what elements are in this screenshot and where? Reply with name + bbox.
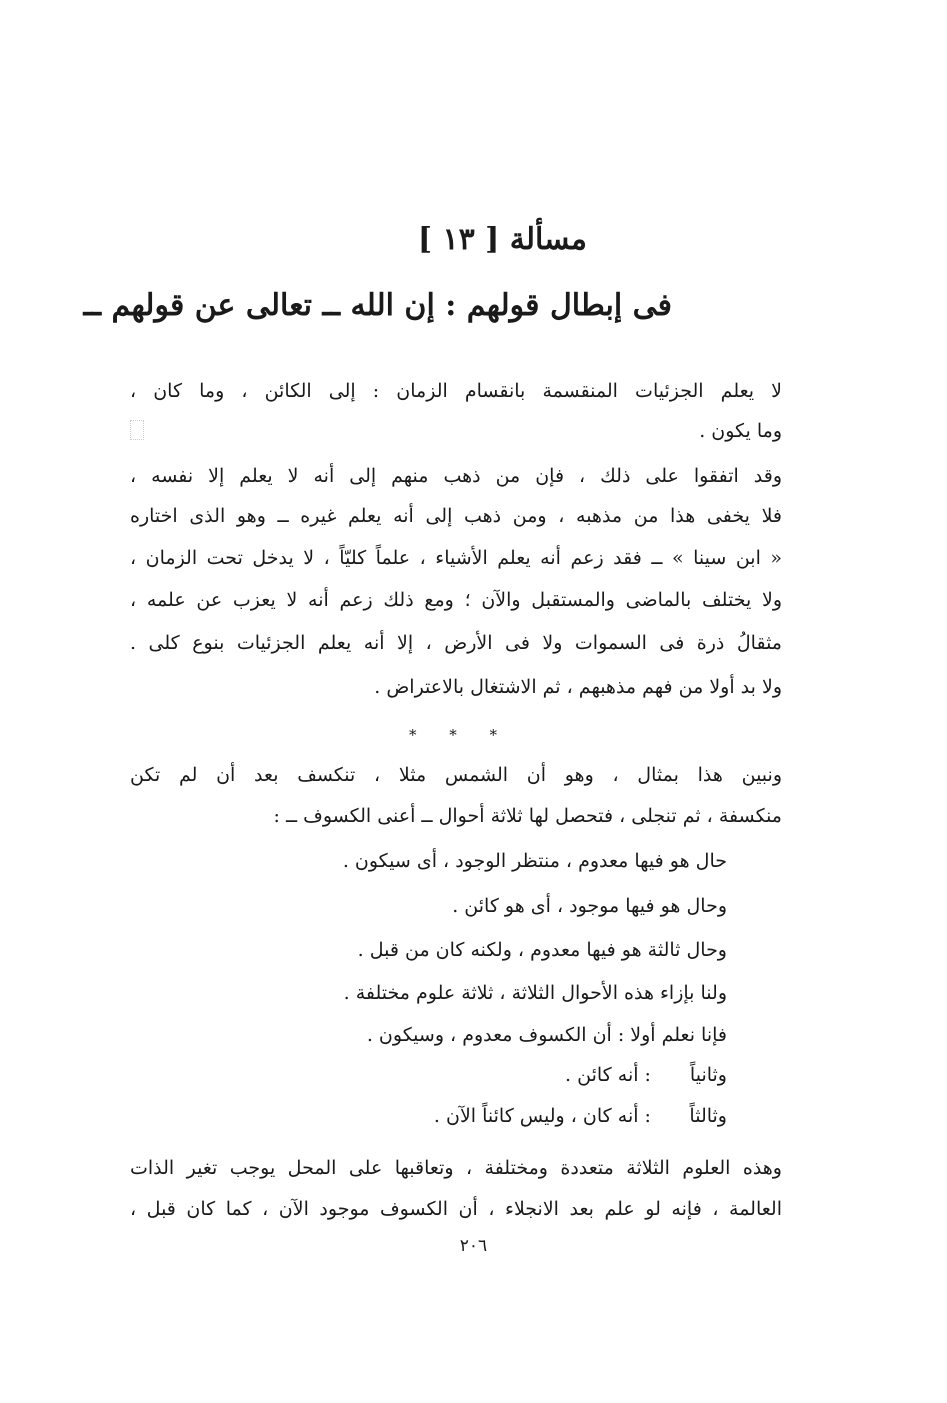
issue-heading: مسألة [ ١٣ ] <box>417 222 587 257</box>
state-line-2: وحال هو فيها موجود ، أى هو كائن . <box>452 895 727 917</box>
paragraph-4-line-2: منكسفة ، ثم تنجلى ، فتحصل لها ثلاثة أحوال ــ أعنى الكسوف ــ : <box>273 805 782 827</box>
scan-artifact <box>130 420 144 440</box>
paragraph-5-line-1: وهذه العلوم الثلاثة متعددة ومختلفة ، وتعاقبها على المحل يوجب تغير الذات <box>130 1157 782 1179</box>
paragraph-2-line-5: مثقالُ ذرة فى السموات ولا فى الأرض ، إلا أنه يعلم الجزئيات بنوع كلى . <box>130 632 782 654</box>
list-item-text: : أنه كائن . <box>565 1064 651 1086</box>
page-number: ٢٠٦ <box>459 1236 488 1256</box>
list-item-third <box>434 1103 727 1129</box>
paragraph-3: ولا بد أولا من فهم مذهبهم ، ثم الاشتغال بالاعتراض . <box>374 676 782 698</box>
list-item-label: وثانياً <box>689 1064 727 1086</box>
list-item-label: وثالثاً <box>689 1105 727 1127</box>
paragraph-2-line-4: ولا يختلف بالماضى والمستقبل والآن ؛ ومع ذلك زعم أنه لا يعزب عن علمه ، <box>130 589 782 611</box>
paragraph-1-line-2: وما يكون . <box>699 420 782 442</box>
state-line-3: وحال ثالثة هو فيها معدوم ، ولكنه كان من قبل . <box>357 939 727 961</box>
state-line-5: فإنا نعلم أولا : أن الكسوف معدوم ، وسيكون . <box>366 1024 727 1046</box>
list-item-text: : أنه كان ، وليس كائناً الآن . <box>433 1105 651 1127</box>
paragraph-1-line-1: لا يعلم الجزئيات المنقسمة بانقسام الزمان : إلى الكائن ، وما كان ، <box>130 380 782 402</box>
paragraph-4-line-1: ونبين هذا بمثال ، وهو أن الشمس مثلا ، تنكسف بعد أن لم تكن <box>130 764 782 786</box>
state-line-4: ولنا بإزاء هذه الأحوال الثلاثة ، ثلاثة علوم مختلفة . <box>343 982 727 1004</box>
paragraph-5-line-2: العالمة ، فإنه لو علم بعد الانجلاء ، أن الكسوف موجود الآن ، كما كان قبل ، <box>130 1198 782 1220</box>
list-item-second <box>565 1062 727 1088</box>
section-separator: * * * <box>408 726 512 744</box>
paragraph-2-line-2: فلا يخفى هذا من مذهبه ، ومن ذهب إلى أنه يعلم غيره ــ وهو الذى اختاره <box>130 505 782 527</box>
paragraph-2-line-1: وقد اتفقوا على ذلك ، فإن من ذهب منهم إلى أنه لا يعلم إلا نفسه ، <box>130 465 782 487</box>
paragraph-2-line-3: « ابن سينا » ــ فقد زعم أنه يعلم الأشياء ، علماً كليّاً ، لا يدخل تحت الزمان ، <box>130 547 782 569</box>
issue-subtitle: فى إبطال قولهم : إن الله ــ تعالى عن قولهم ــ <box>83 288 672 323</box>
state-line-1: حال هو فيها معدوم ، منتظر الوجود ، أى سيكون . <box>342 850 727 872</box>
